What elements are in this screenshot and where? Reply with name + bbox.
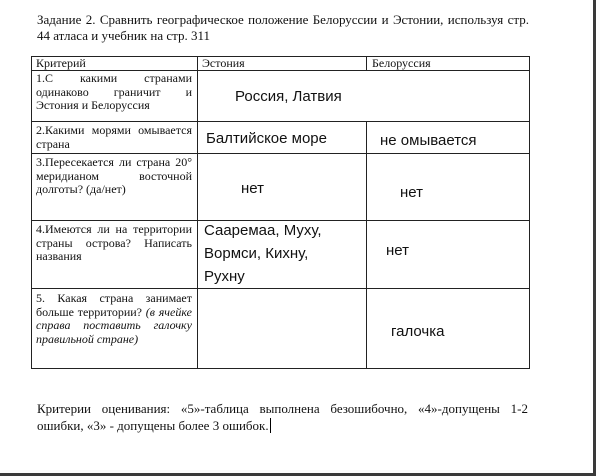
answer-row3-belarus: нет [400, 184, 423, 201]
row-divider-4 [31, 288, 530, 289]
criterion-5-question: 5. Какая страна занимает больше территории? [36, 291, 192, 319]
answer-row4-estonia-line-2: Вормси, Кихну, [204, 245, 309, 262]
criterion-2: 2.Какими морями омывается страна [36, 123, 192, 151]
header-belarus: Белоруссия [372, 56, 431, 70]
text-cursor [270, 418, 271, 433]
criterion-3: 3.Пересекается ли страна 20° меридианом восточной долготы? (да/нет) [36, 155, 192, 196]
answer-row2-belarus: не омывается [380, 132, 477, 149]
answer-row3-estonia: нет [241, 180, 264, 197]
answer-row5-belarus: галочка [391, 323, 445, 340]
row-divider-1 [31, 121, 530, 122]
table-border-right [529, 56, 530, 369]
column-divider-criterion [197, 56, 198, 369]
header-criterion: Критерий [36, 56, 86, 70]
criterion-5-note: (в ячейке справа поставить галочку правильной стране) [36, 304, 192, 346]
row-divider-2 [31, 153, 530, 154]
answer-row1-merged: Россия, Латвия [235, 88, 342, 105]
column-divider-header [366, 56, 367, 71]
criterion-4: 4.Имеются ли на территории страны острова? Написать названия [36, 222, 192, 263]
table-border-left [31, 56, 32, 369]
answer-row4-belarus: нет [386, 242, 409, 259]
grading-criteria-text: Критерии оценивания: «5»-таблица выполнена безошибочно, «4»-допущены 1-2 ошибки, «3» - допущены более 3 ошибок. [37, 401, 528, 433]
criterion-1: 1.С какими странами одинаково граничит и Эстония и Белоруссия [36, 71, 192, 112]
answer-row4-estonia-line-3: Рухну [204, 268, 245, 285]
table-border-bottom [31, 368, 530, 369]
table-border-top [31, 56, 530, 57]
column-divider-countries [366, 121, 367, 369]
header-estonia: Эстония [202, 56, 245, 70]
grading-criteria [37, 400, 528, 434]
task-heading: Задание 2. Сравнить географическое положение Белоруссии и Эстонии, используя стр. 44 атласа и учебник на стр. 311 [37, 12, 529, 43]
answer-row2-estonia: Балтийское море [206, 130, 327, 147]
answer-row4-estonia-line-1: Сааремаа, Муху, [204, 222, 322, 239]
criterion-5 [36, 292, 192, 346]
